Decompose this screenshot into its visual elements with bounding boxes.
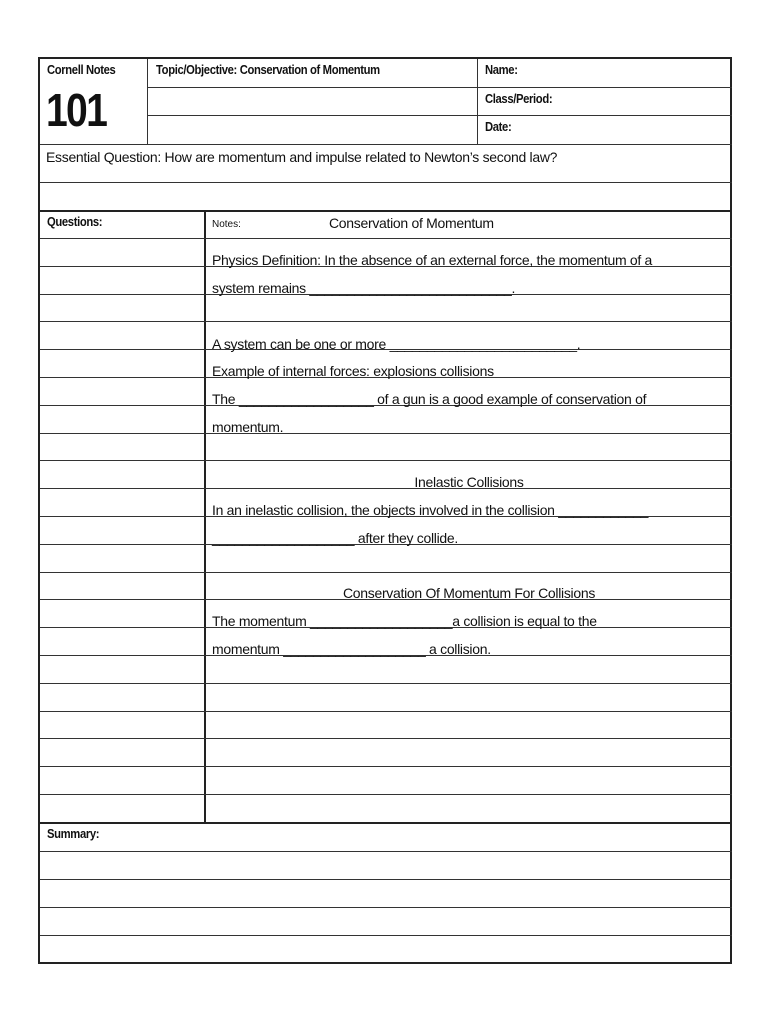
topic-label: Topic/Objective: Conservation of Momentum bbox=[156, 63, 380, 77]
ruled-line bbox=[40, 683, 732, 684]
header-divider-left bbox=[147, 59, 148, 144]
inelastic-collisions-heading: Inelastic Collisions bbox=[414, 474, 524, 490]
cornell-notes-page bbox=[38, 57, 732, 964]
ruled-line bbox=[40, 238, 732, 239]
note-line-5: Example of internal forces: explosions collisions bbox=[212, 363, 494, 379]
name-label: Name: bbox=[485, 63, 518, 77]
questions-label: Questions: bbox=[47, 215, 103, 229]
ruled-line bbox=[40, 935, 732, 936]
ruled-line bbox=[40, 321, 732, 322]
note-number: 101 bbox=[46, 84, 107, 136]
essential-question-line bbox=[40, 182, 732, 183]
header-divider-right bbox=[477, 59, 478, 144]
notes-label: Notes: bbox=[212, 219, 241, 230]
notes-section-top-line bbox=[40, 210, 732, 212]
collisions-heading: Conservation Of Momentum For Collisions bbox=[342, 585, 596, 601]
note-line-1: Physics Definition: In the absence of an external force, the momentum of a bbox=[212, 252, 653, 268]
ruled-line bbox=[40, 460, 732, 461]
note-line-14: The momentum ___________________a collision is equal to the bbox=[212, 613, 597, 629]
note-line-10: In an inelastic collision, the objects involved in the collision ____________ bbox=[212, 502, 649, 518]
note-line-11: ___________________ after they collide. bbox=[212, 530, 458, 546]
ruled-line bbox=[40, 879, 732, 880]
ruled-line bbox=[40, 572, 732, 573]
ruled-line bbox=[40, 766, 732, 767]
header-line-2 bbox=[147, 115, 732, 116]
summary-label: Summary: bbox=[47, 827, 100, 841]
class-period-label: Class/Period: bbox=[485, 92, 553, 106]
note-line-4: A system can be one or more _________________________. bbox=[212, 336, 581, 352]
note-line-15: momentum ___________________ a collision. bbox=[212, 641, 491, 657]
ruled-line bbox=[40, 907, 732, 908]
note-line-6: The __________________ of a gun is a good example of conservation of bbox=[212, 391, 647, 407]
ruled-line bbox=[40, 711, 732, 712]
ruled-line bbox=[40, 433, 732, 434]
note-line-2: system remains ___________________________. bbox=[212, 280, 516, 296]
essential-question: Essential Question: How are momentum and impulse related to Newton’s second law? bbox=[46, 149, 558, 165]
date-label: Date: bbox=[485, 120, 512, 134]
ruled-line bbox=[40, 794, 732, 795]
notes-title: Conservation of Momentum bbox=[329, 215, 494, 231]
ruled-line bbox=[40, 851, 732, 852]
note-line-7: momentum. bbox=[212, 419, 284, 435]
summary-top-line bbox=[40, 822, 732, 824]
ruled-line bbox=[40, 738, 732, 739]
header-bottom-line bbox=[40, 144, 732, 145]
cornell-notes-label: Cornell Notes bbox=[47, 63, 116, 77]
header-line-1 bbox=[147, 87, 732, 88]
